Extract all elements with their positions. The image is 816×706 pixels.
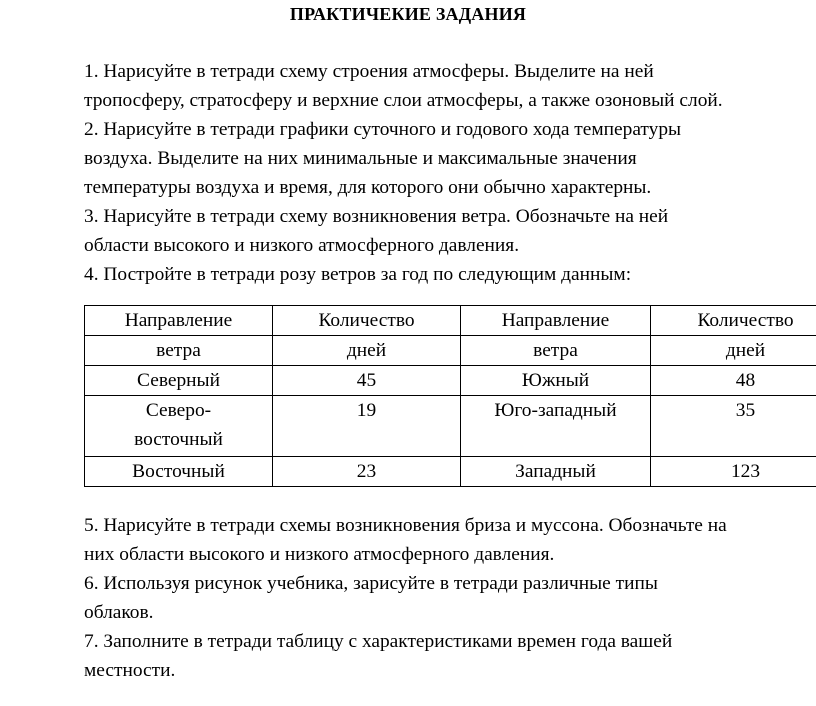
task-5-line-2: них области высокого и низкого атмосферного давления. — [84, 544, 555, 565]
task-5-line-1: 5. Нарисуйте в тетради схемы возникновения бриза и муссона. Обозначьте на — [84, 515, 727, 536]
table-header-row — [85, 306, 816, 336]
task-3-line-2: области высокого и низкого атмосферного давления. — [84, 235, 520, 256]
header-days-1-cont: дней — [273, 336, 461, 366]
header-direction-1-cont: ветра — [85, 336, 273, 366]
days-cell: 35 — [651, 396, 816, 457]
task-4-line-1: 4. Постройте в тетради розу ветров за год по следующим данным: — [84, 264, 632, 285]
task-2-line-1: 2. Нарисуйте в тетради графики суточного и годового хода температуры — [84, 119, 682, 140]
direction-cell: Южный — [461, 366, 651, 396]
task-1-line-1: 1. Нарисуйте в тетради схему строения атмосферы. Выделите на ней — [84, 61, 654, 82]
page-title: ПРАКТИЧЕКИЕ ЗАДАНИЯ — [289, 4, 527, 24]
direction-cell — [85, 396, 273, 457]
tasks-block-1 — [84, 57, 816, 289]
task-6-line-1: 6. Используя рисунок учебника, зарисуйте в тетради различные типы — [84, 573, 658, 594]
task-3-line-1: 3. Нарисуйте в тетради схему возникновения ветра. Обозначьте на ней — [84, 206, 669, 227]
direction-cell: Западный — [461, 457, 651, 487]
header-direction-2: Направление — [461, 306, 651, 336]
direction-cell: Юго-западный — [461, 396, 651, 457]
days-cell: 48 — [651, 366, 816, 396]
table-header-row — [85, 336, 816, 366]
table-row — [85, 366, 816, 396]
wind-data-table — [84, 305, 816, 487]
days-cell: 123 — [651, 457, 816, 487]
header-days-2: Количество — [651, 306, 816, 336]
header-days-1: Количество — [273, 306, 461, 336]
days-cell: 45 — [273, 366, 461, 396]
header-direction-2-cont: ветра — [461, 336, 651, 366]
task-1-line-2: тропосферу, стратосферу и верхние слои атмосферы, а также озоновый слой. — [84, 90, 723, 111]
table-row — [85, 457, 816, 487]
direction-cell: Северный — [85, 366, 273, 396]
header-direction-1: Направление — [85, 306, 273, 336]
task-6-line-2: облаков. — [84, 602, 154, 623]
direction-cell: Восточный — [85, 457, 273, 487]
tasks-block-2 — [84, 511, 816, 685]
direction-cell-line-2: восточный — [134, 429, 223, 450]
direction-cell-line-1: Северо- — [145, 400, 212, 421]
table-row — [85, 396, 816, 457]
header-days-2-cont: дней — [651, 336, 816, 366]
task-2-line-2: воздуха. Выделите на них минимальные и максимальные значения — [84, 148, 637, 169]
days-cell: 23 — [273, 457, 461, 487]
task-7-line-2: местности. — [84, 660, 176, 681]
task-2-line-3: температуры воздуха и время, для которого они обычно характерны. — [84, 177, 652, 198]
task-7-line-1: 7. Заполните в тетради таблицу с характеристиками времен года вашей — [84, 631, 673, 652]
days-cell: 19 — [273, 396, 461, 457]
